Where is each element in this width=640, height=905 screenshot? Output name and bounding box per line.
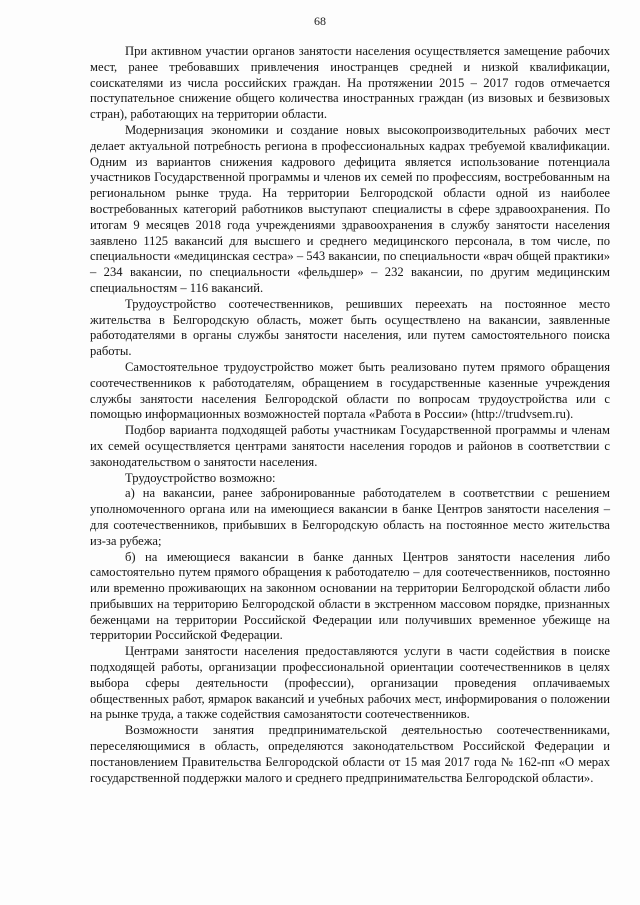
paragraph-employment-centers: Центрами занятости населения предоставляются услуги в части содействия в поиске подходящей работы, организации профессиональной ориентации соотечественников в целях выбора сферы деятельности (профессии), организации проведения оплачиваемых общественных работ, ярмарок вакансий и учебных рабочих мест, информирования о положении на рынке труда, а также содействия самозанятости соотечественников. [90, 644, 610, 722]
paragraph-foreign-workers: При активном участии органов занятости населения осуществляется замещение рабочих мест, ранее требовавших привлечения иностранцев средней и низкой квалификации, соискателями из числа российских граждан. На протяжении 2015 – 2017 годов отмечается поступательное снижение общего количества иностранных граждан (из визовых и безвизовых стран), работающих на территории области. [90, 44, 610, 122]
document-body [90, 44, 610, 786]
list-item-b: б) на имеющиеся вакансии в банке данных Центров занятости населения либо самостоятельно путем прямого обращения к работодателю – для соотечественников, постоянно или временно проживающих на законном основании на территории Белгородской области либо прибывших на территорию Белгородской области в экстренном массовом порядке, признанных беженцами на территории Российской Федерации или получивших временное убежище на территории Российской Федерации. [90, 549, 610, 643]
paragraph-employment-possible: Трудоустройство возможно: [125, 470, 276, 485]
paragraph-modernization: Модернизация экономики и создание новых высокопроизводительных рабочих мест делает актуальной потребность региона в профессиональных кадрах требуемой квалификации. Одним из вариантов снижения кадрового дефицита является использование потенциала участников Государственной программы и членов их семей по профессиям, востребованным на региональном рынке труда. На территории Белгородской области одной из наиболее востребованных категорий работников выступают специалисты в сфере здравоохранения. По итогам 9 месяцев 2018 года учреждениями здравоохранения в службу занятости населения заявлено 1125 вакансий для высшего и среднего медицинского персонала, в том числе, по специальности «медицинская сестра» – 543 вакансии, по специальности «врач общей практики» – 234 вакансии, по специальности «фельдшер» – 232 вакансии, по другим медицинским специальностям – 116 вакансий. [90, 122, 610, 295]
list-item-a: а) на вакансии, ранее забронированные работодателем в соответствии с решением уполномоченного органа или на имеющиеся вакансии в банке Центров занятости населения – для соотечественников, прибывших в Белгородскую область на постоянное место жительства из-за рубежа; [90, 486, 610, 548]
paragraph-employment-compatriots: Трудоустройство соотечественников, решивших переехать на постоянное место жительства в Белгородскую область, может быть осуществлено на вакансии, заявленные работодателями в органы службы занятости населения, или путем самостоятельного поиска работы. [90, 296, 610, 359]
paragraph-job-selection: Подбор варианта подходящей работы участникам Государственной программы и членам их семей осуществляется центрами занятости населения городов и районов в соответствии с законодательством о занятости населения. [90, 423, 610, 469]
page-number: 68 [314, 14, 326, 28]
paragraph-self-employment: Самостоятельное трудоустройство может быть реализовано путем прямого обращения соотечественников к работодателям, обращением в государственные казенные учреждения службы занятости населения Белгородской области по вопросам трудоустройства или с помощью информационных возможностей портала «Работа в России» (http://trudvsem.ru). [90, 359, 610, 422]
paragraph-entrepreneurship: Возможности занятия предпринимательской деятельностью соотечественниками, переселяющимися в область, определяются законодательством Российской Федерации и постановлением Правительства Белгородской области от 15 мая 2017 года № 162-пп «О мерах государственной поддержки малого и среднего предпринимательства Белгородской области». [90, 723, 610, 785]
